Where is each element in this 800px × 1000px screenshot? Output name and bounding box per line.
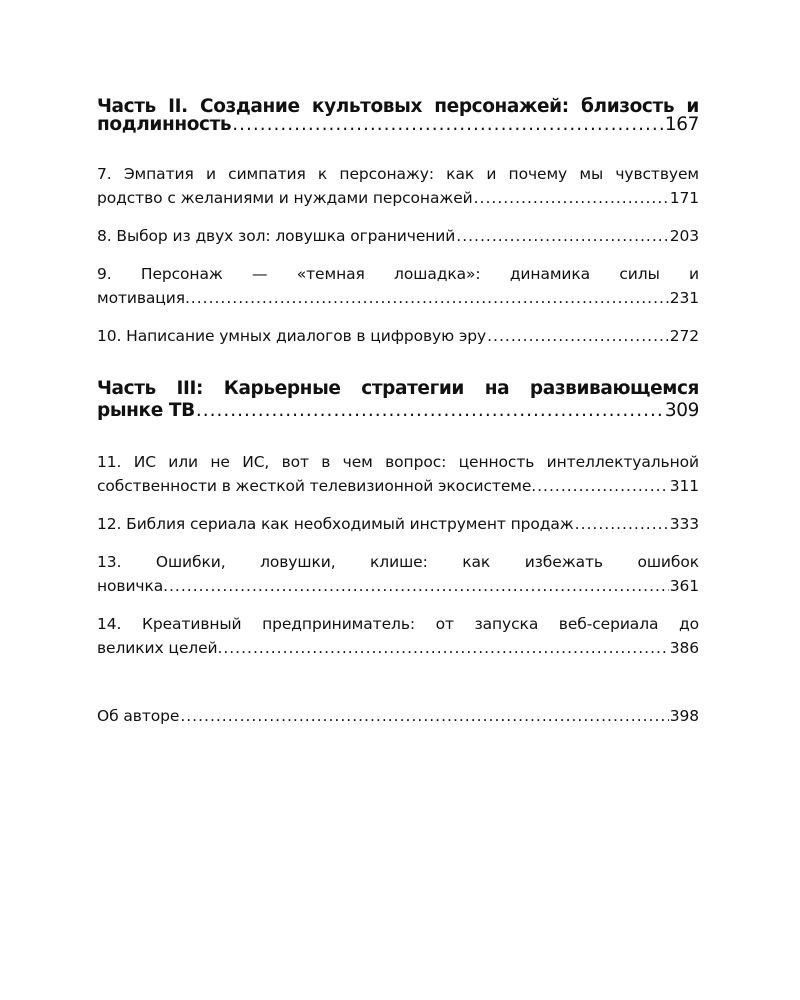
entry-title-continuation: подлинность [97,114,232,135]
entry-title-continuation: великих целей. [97,639,223,657]
toc-entry-chapter-13[interactable] [97,550,699,598]
entry-title-line: 11. ИС или не ИС, вот в чем вопрос: ценность интеллектуальной [97,453,699,471]
toc-entry-part-3[interactable] [97,378,699,422]
page-number: 398 [669,707,699,725]
dot-leader [191,286,669,310]
page-number: 311 [669,477,699,495]
entry-title-continuation: новичка. [97,577,168,595]
entry-title-continuation: собственности в жесткой телевизионной экосистеме. [97,477,537,495]
page-number: 167 [664,114,699,135]
dot-leader [474,186,669,210]
page-number: 361 [669,577,699,595]
page-number: 171 [669,189,699,207]
table-of-contents [97,98,699,728]
dot-leader [456,224,668,248]
toc-entry-chapter-7[interactable] [97,162,699,210]
page-number: 333 [669,515,699,533]
dot-leader [537,474,669,498]
entry-title-continuation: мотивация. [97,289,190,307]
toc-entry-chapter-14[interactable] [97,612,699,660]
dot-leader [180,704,668,728]
entry-title: 10. Написание умных диалогов в цифровую эру [97,327,487,345]
toc-entry-chapter-8[interactable] [97,224,699,248]
entry-title-line: Часть II. Создание культовых персонажей: близость и [97,96,699,117]
entry-title-line: 14. Креативный предприниматель: от запуска веб-сериала до [97,615,699,633]
page-number: 386 [669,639,699,657]
toc-entry-chapter-11[interactable] [97,450,699,498]
dot-leader [196,400,664,422]
dot-leader [169,574,669,598]
page-number: 203 [669,227,699,245]
toc-entry-part-2[interactable] [97,98,699,134]
entry-title: 12. Библия сериала как необходимый инструмент продаж [97,515,574,533]
toc-entry-chapter-10[interactable] [97,324,699,348]
entry-title-continuation: рынке ТВ [97,400,195,421]
entry-title-line: 9. Персонаж — «темная лошадка»: динамика силы и [97,265,699,283]
entry-title-line: 7. Эмпатия и симпатия к персонажу: как и почему мы чувствуем [97,165,699,183]
dot-leader [223,636,668,660]
dot-leader [232,116,664,134]
toc-entry-chapter-9[interactable] [97,262,699,310]
toc-entry-chapter-12[interactable] [97,512,699,536]
dot-leader [575,512,669,536]
page-number: 309 [664,400,699,421]
entry-title-line: 13. Ошибки, ловушки, клише: как избежать ошибок [97,553,699,571]
dot-leader [487,324,669,348]
entry-title: Об авторе [97,707,180,725]
page-number: 231 [669,289,699,307]
entry-title-line: Часть III: Карьерные стратегии на развивающемся [97,378,699,399]
page-number: 272 [669,327,699,345]
toc-entry-about-author[interactable] [97,704,699,728]
entry-title-continuation: родство с желаниями и нуждами персонажей [97,189,473,207]
entry-title: 8. Выбор из двух зол: ловушка ограничений [97,227,456,245]
